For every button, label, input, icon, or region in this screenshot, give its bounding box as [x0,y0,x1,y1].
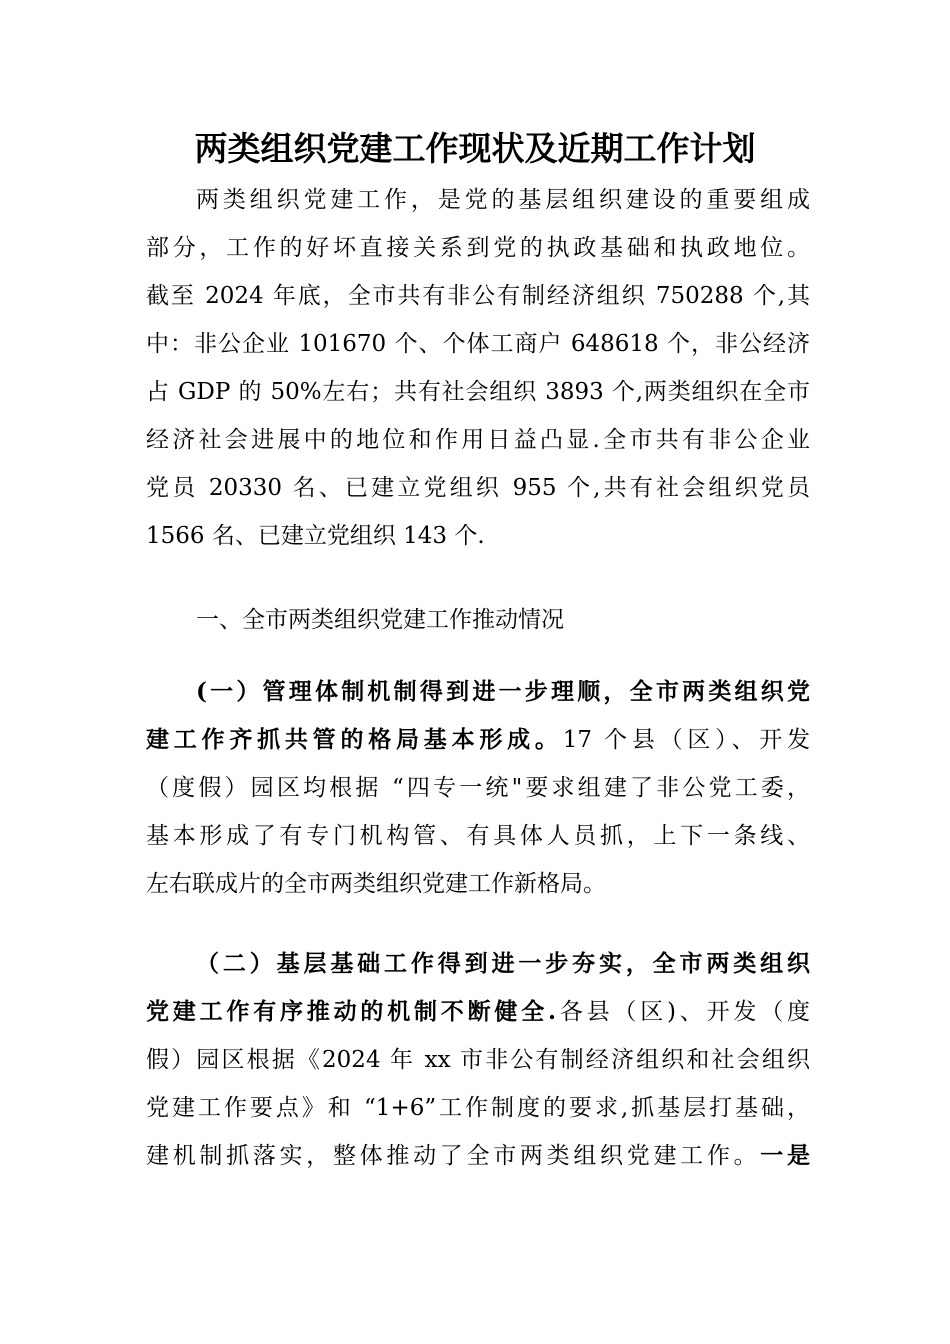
intro-line-3: 截至 2024 年底，全市共有非公有制经济组织 750288 个,其 [146,283,810,309]
sub2-body-line-3-text: 建机制抓落实，整体推动了全市两类组织党建工作。 [146,1143,761,1169]
sub2-body-line-1: 假）园区根据《2024 年 xx 市非公有制经济组织和社会组织 [146,1047,810,1073]
sub1-heading-bold-tail: 建工作齐抓共管的格局基本形成。 [146,726,563,753]
intro-line-5: 占 GDP 的 50%左右；共有社会组织 3893 个,两类组织在全市 [146,379,810,405]
intro-line-7: 党员 20330 名、已建立党组织 955 个,共有社会组织党员 [146,475,810,501]
sub1-body-line-3: 左右联成片的全市两类组织党建工作新格局。 [146,871,606,897]
sub2-body-start: 各县（区)、开发（度 [556,999,810,1025]
sub1-body-line-1: （度假）园区均根据 “四专一统"要求组建了非公党工委， [146,775,810,801]
sub2-body-line-3 [146,1141,810,1171]
intro-line-4: 中：非公企业 101670 个、个体工商户 648618 个，非公经济 [146,331,810,357]
document-title: 两类组织党建工作现状及近期工作计划 [194,129,756,168]
sub1-heading-line-1: (一）管理体制机制得到进一步理顺，全市两类组织党 [196,678,810,705]
section-heading: 一、全市两类组织党建工作推动情况 [196,607,564,633]
sub2-heading-bold-tail: 党建工作有序推动的机制不断健全. [146,998,557,1025]
intro-line-8: 1566 名、已建立党组织 143 个. [146,523,485,549]
intro-line-1: 两类组织党建工作，是党的基层组织建设的重要组成 [196,187,810,213]
sub1-body-line-2: 基本形成了有专门机构管、有具体人员抓，上下一条线、 [146,823,810,849]
sub2-item-one-label: 一是 [760,1142,811,1169]
sub2-heading-line-1: （二）基层基础工作得到进一步夯实，全市两类组织 [196,950,810,977]
sub2-heading-line-2 [146,997,810,1027]
sub1-heading-line-2 [146,725,810,755]
sub2-body-line-2: 党建工作要点》和 “1+6”工作制度的要求,抓基层打基础， [146,1095,810,1121]
intro-line-2: 部分，工作的好坏直接关系到党的执政基础和执政地位。 [146,235,810,261]
intro-line-6: 经济社会进展中的地位和作用日益凸显.全市共有非公企业 [146,427,810,453]
sub1-body-start: 17 个县（区）、开发 [562,727,811,753]
